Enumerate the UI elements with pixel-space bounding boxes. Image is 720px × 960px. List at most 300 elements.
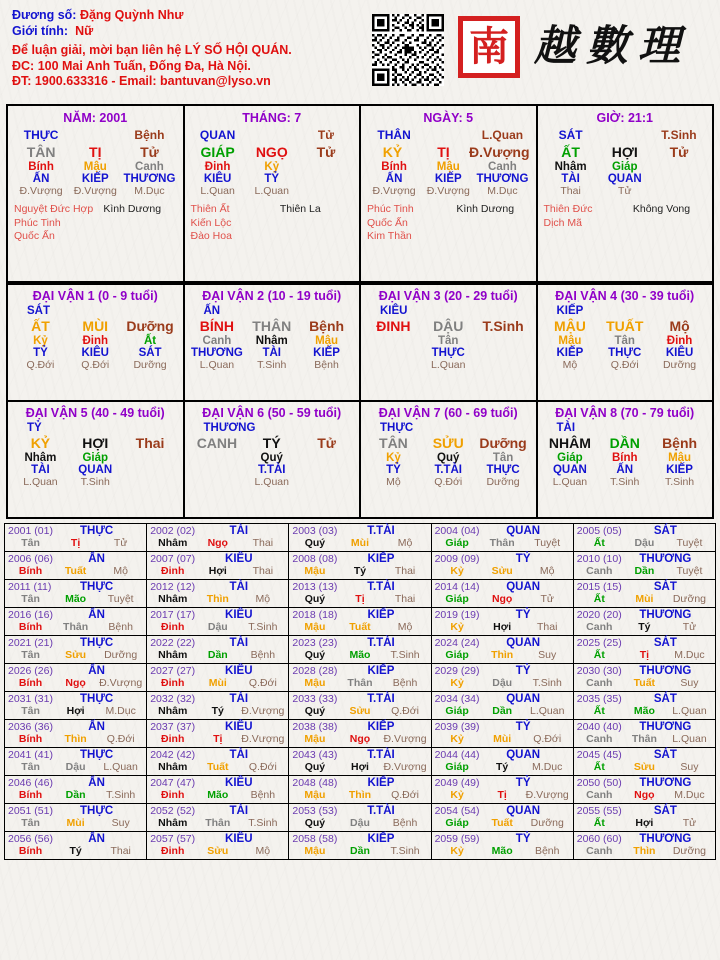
year-label: 2055 (55) xyxy=(576,805,622,817)
year-cell[interactable] xyxy=(5,636,147,664)
luck-pillar-0[interactable] xyxy=(8,285,185,400)
year-label: 2006 (06) xyxy=(8,553,53,565)
year-branch: Thìn xyxy=(633,845,656,857)
main-cell: Tử xyxy=(140,144,159,160)
year-god: TÀI xyxy=(229,525,249,537)
year-branch: Dần xyxy=(65,789,86,801)
year-cell[interactable] xyxy=(573,664,715,692)
year-stem: Tân xyxy=(21,537,40,549)
luck-pillar-title: ĐẠI VẬN 8 (70 - 79 tuổi) xyxy=(555,406,695,420)
year-branch: Tuất xyxy=(491,817,513,829)
year-god: QUAN xyxy=(506,525,541,537)
sub3-cell: L.Quan xyxy=(254,476,289,488)
year-god: QUAN xyxy=(506,805,541,817)
spirits-right xyxy=(456,203,529,244)
year-branch: Tý xyxy=(638,621,651,633)
year-cell[interactable] xyxy=(289,580,431,608)
year-stem: Quý xyxy=(304,817,326,829)
year-state: Thai xyxy=(252,565,274,577)
year-branch: Mão xyxy=(349,649,371,661)
year-state: Bệnh xyxy=(108,621,133,633)
year-god: KIÊU xyxy=(225,609,253,621)
sub2-cell: THƯƠNG xyxy=(190,347,243,359)
sub3-cell: T.Sinh xyxy=(257,359,287,371)
main-cell: Tử xyxy=(317,435,336,451)
year-cell[interactable] xyxy=(289,804,431,832)
sub3-cell: T.Sinh xyxy=(610,476,640,488)
year-cell[interactable] xyxy=(5,832,147,860)
table-row xyxy=(5,804,716,832)
sub2-cell: T.TÀI xyxy=(258,464,286,476)
year-label: 2044 (44) xyxy=(434,749,480,761)
luck-pillar-1[interactable] xyxy=(185,285,362,400)
sub1-cell: Giáp xyxy=(611,161,638,173)
year-cell[interactable] xyxy=(431,804,573,832)
year-cell[interactable] xyxy=(5,552,147,580)
sub1-cell: Canh xyxy=(135,161,164,173)
luck-pillar-2[interactable] xyxy=(361,285,538,400)
client-gender-line xyxy=(12,24,372,40)
sub3-cell: L.Quan xyxy=(552,476,588,488)
year-god: TÀI xyxy=(229,637,249,649)
sub2-cell: THỰC xyxy=(608,347,642,359)
year-cell[interactable] xyxy=(573,608,715,636)
year-branch: Thân xyxy=(489,537,515,549)
year-state: Bệnh xyxy=(392,817,418,829)
luck-pillar-title: ĐẠI VẬN 5 (40 - 49 tuổi) xyxy=(25,406,165,420)
year-label: 2012 (12) xyxy=(150,581,196,593)
year-cell[interactable] xyxy=(573,776,715,804)
year-branch: Hợi xyxy=(350,761,369,773)
spirit-item: Thiên Ất xyxy=(190,203,230,215)
year-cell[interactable] xyxy=(573,580,715,608)
sub2-cell: T.TÀI xyxy=(434,464,462,476)
year-god: ẤN xyxy=(88,609,105,621)
r-top-cell xyxy=(598,128,652,142)
sub2-cell: KIẾP xyxy=(666,464,693,476)
year-branch: Tý xyxy=(496,761,509,773)
year-label: 2039 (39) xyxy=(434,721,480,733)
year-state: T.Sinh xyxy=(248,621,278,633)
sub2-cell: ẤN xyxy=(32,173,50,185)
sub2-cell: TÀI xyxy=(31,464,50,476)
year-stem: Nhâm xyxy=(158,593,188,605)
year-cell[interactable] xyxy=(147,636,289,664)
table-row xyxy=(5,776,716,804)
year-cell[interactable] xyxy=(147,692,289,720)
main-cell: KỶ xyxy=(382,144,403,160)
year-label: 2031 (31) xyxy=(8,693,53,705)
year-god: ẤN xyxy=(88,833,105,845)
luck-pillar-4[interactable] xyxy=(8,402,185,517)
year-stem: Canh xyxy=(586,677,613,689)
branding-block xyxy=(372,8,710,100)
year-god: T.TÀI xyxy=(367,637,395,649)
year-stem: Tân xyxy=(21,705,40,717)
main-cell: NHÂM xyxy=(548,435,591,451)
main-cell: Dưỡng xyxy=(479,435,527,451)
sub2-cell: KIẾP xyxy=(434,173,462,185)
year-god: TÀI xyxy=(229,693,249,705)
year-cell[interactable] xyxy=(289,636,431,664)
sub3-cell: M.Dục xyxy=(134,185,165,197)
year-state: Tử xyxy=(540,593,554,605)
year-cell[interactable] xyxy=(431,832,573,860)
year-state: Thai xyxy=(394,593,416,605)
year-cell[interactable] xyxy=(573,636,715,664)
year-stem: Giáp xyxy=(445,537,469,549)
year-cell[interactable] xyxy=(147,580,289,608)
year-cell[interactable] xyxy=(431,692,573,720)
r-top-cell: QUAN xyxy=(199,128,236,142)
year-cell[interactable] xyxy=(5,776,147,804)
year-state: Bệnh xyxy=(250,649,276,661)
year-cell[interactable] xyxy=(147,608,289,636)
pillar-0 xyxy=(8,106,185,281)
year-label: 2056 (56) xyxy=(8,833,53,845)
pillar-spirits xyxy=(367,203,530,244)
year-stem: Ất xyxy=(593,705,605,717)
main-cell: ẤT xyxy=(561,144,580,160)
year-cell[interactable] xyxy=(289,692,431,720)
sub2-cell: KIẾP xyxy=(556,347,584,359)
year-label: 2028 (28) xyxy=(292,665,338,677)
year-cell[interactable] xyxy=(573,832,715,860)
year-cell[interactable] xyxy=(147,832,289,860)
sub1-cell: Đinh xyxy=(666,335,693,347)
client-gender-value: Nữ xyxy=(75,23,94,38)
year-god: KIẾP xyxy=(367,553,395,565)
sub1-cell: Nhâm xyxy=(255,335,288,347)
luck-pillar-god: KIÊU xyxy=(380,305,408,317)
sub3-cell: Bệnh xyxy=(314,359,339,371)
year-state: Q.Đới xyxy=(248,761,277,773)
year-stem: Kỷ xyxy=(450,565,464,577)
year-cell[interactable] xyxy=(431,552,573,580)
year-cell[interactable] xyxy=(5,748,147,776)
sub2-cell: TÀI xyxy=(561,173,580,185)
year-state: Q.Đới xyxy=(248,677,277,689)
year-cell[interactable] xyxy=(431,608,573,636)
sub2-cell: ẤN xyxy=(385,173,403,185)
year-cell[interactable] xyxy=(5,692,147,720)
year-god: THỰC xyxy=(80,693,114,705)
year-label: 2016 (16) xyxy=(8,609,53,621)
year-label: 2047 (47) xyxy=(150,777,196,789)
luck-pillar-row xyxy=(6,402,714,519)
year-cell[interactable] xyxy=(573,804,715,832)
table-row xyxy=(5,832,716,860)
year-cell[interactable] xyxy=(5,804,147,832)
luck-pillar-title: ĐẠI VẬN 1 (0 - 9 tuổi) xyxy=(32,289,158,303)
year-state: M.Dục xyxy=(532,761,563,773)
year-state: Bệnh xyxy=(534,845,560,857)
year-label: 2043 (43) xyxy=(292,749,338,761)
client-gender-label: Giới tính: xyxy=(12,23,69,38)
sub3-cell xyxy=(123,476,178,488)
sub1-cell: Mậu xyxy=(558,335,582,347)
year-label: 2003 (03) xyxy=(292,525,338,537)
year-label: 2033 (33) xyxy=(292,693,338,705)
year-cell[interactable] xyxy=(147,804,289,832)
year-cell[interactable] xyxy=(5,580,147,608)
year-label: 2007 (07) xyxy=(150,553,196,565)
year-cell[interactable] xyxy=(5,524,147,552)
year-god: THƯƠNG xyxy=(639,553,692,565)
sub2-cell: TỶ xyxy=(33,347,48,359)
luck-pillar-title: ĐẠI VẬN 3 (20 - 29 tuổi) xyxy=(378,289,518,303)
sub2-cell: KIẾP xyxy=(81,173,109,185)
luck-pillar-title: ĐẠI VẬN 4 (30 - 39 tuổi) xyxy=(555,289,695,303)
year-god: THƯƠNG xyxy=(639,665,692,677)
year-cell[interactable] xyxy=(5,664,147,692)
year-cell[interactable] xyxy=(289,776,431,804)
year-cell[interactable] xyxy=(147,748,289,776)
year-cell[interactable] xyxy=(5,608,147,636)
sub1-cell xyxy=(299,452,354,464)
year-god: SÁT xyxy=(653,525,677,537)
sub2-cell: QUAN xyxy=(78,464,113,476)
sub1-cell xyxy=(299,161,353,173)
year-branch: Thân xyxy=(63,621,89,633)
year-cell[interactable] xyxy=(431,636,573,664)
sub1-cell xyxy=(123,452,178,464)
main-cell: CANH xyxy=(196,435,238,451)
qr-code-icon[interactable] xyxy=(372,14,444,86)
luck-pillars-section xyxy=(6,283,714,519)
year-state: Q.Đới xyxy=(533,733,562,745)
year-branch: Thìn xyxy=(206,593,229,605)
year-branch: Mùi xyxy=(493,733,512,745)
year-state: Dưỡng xyxy=(672,593,707,605)
promo-line-1: Để luận giải, mời bạn liên hệ LÝ SỐ HỘI QUÁN. xyxy=(12,43,292,57)
year-stem: Đinh xyxy=(161,733,185,745)
luck-pillar-title: ĐẠI VẬN 6 (50 - 59 tuổi) xyxy=(202,406,342,420)
luck-pillar-5[interactable] xyxy=(185,402,362,517)
year-stem: Canh xyxy=(586,789,613,801)
year-branch: Hợi xyxy=(208,565,227,577)
year-cell[interactable] xyxy=(289,720,431,748)
sub2-cell xyxy=(299,464,354,476)
brand-calligraphy: 越數理 xyxy=(534,21,691,70)
year-stem: Bính xyxy=(18,845,43,857)
year-state: Tuyệt xyxy=(534,537,561,549)
year-cell[interactable] xyxy=(147,720,289,748)
sub1-cell: Quý xyxy=(260,452,283,464)
year-god: KIÊU xyxy=(225,553,253,565)
year-cell[interactable] xyxy=(431,720,573,748)
year-cell[interactable] xyxy=(289,524,431,552)
year-state: Mộ xyxy=(397,621,413,633)
year-stem: Canh xyxy=(586,845,613,857)
year-label: 2050 (50) xyxy=(576,777,622,789)
main-cell: HỢI xyxy=(611,144,638,160)
year-god: T.TÀI xyxy=(367,749,395,761)
year-state: Đ.Vượng xyxy=(383,733,427,745)
year-state: M.Dục xyxy=(674,649,705,661)
year-state: Dưỡng xyxy=(530,817,564,829)
main-cell: ĐINH xyxy=(376,318,411,334)
spirit-item: Phúc Tinh xyxy=(367,203,414,215)
sub2-cell xyxy=(299,173,353,185)
year-branch: Tị xyxy=(70,537,81,549)
year-branch: Dần xyxy=(207,649,228,661)
year-god: T.TÀI xyxy=(367,693,395,705)
year-god: KIẾP xyxy=(367,777,395,789)
spirits-left xyxy=(191,203,280,244)
year-branch: Ngọ xyxy=(65,677,86,689)
year-stem: Kỷ xyxy=(450,845,464,857)
sub2-cell: ẤN xyxy=(616,464,634,476)
year-label: 2009 (09) xyxy=(434,553,480,565)
luck-pillar-3[interactable] xyxy=(538,285,713,400)
year-state: Mộ xyxy=(113,565,128,577)
spirits-right xyxy=(103,203,176,244)
year-god: KIÊU xyxy=(225,777,253,789)
sub3-cell xyxy=(366,359,421,371)
year-cell[interactable] xyxy=(573,720,715,748)
year-cell[interactable] xyxy=(573,552,715,580)
main-cell: HỢI xyxy=(82,435,109,451)
sub3-cell: Q.Đới xyxy=(26,359,55,371)
sub1-cell: Bính xyxy=(28,161,54,173)
spirit-item: Kình Dương xyxy=(103,203,162,215)
brand-seal-icon: 南 xyxy=(458,16,520,78)
year-cell[interactable] xyxy=(431,776,573,804)
luck-pillar-title: ĐẠI VẬN 2 (10 - 19 tuổi) xyxy=(202,289,342,303)
year-cell[interactable] xyxy=(431,524,573,552)
year-label: 2005 (05) xyxy=(576,525,622,537)
year-state: Thai xyxy=(110,845,131,857)
year-branch: Ngọ xyxy=(491,593,513,605)
sub1-cell xyxy=(652,161,706,173)
year-branch: Dậu xyxy=(65,761,86,773)
sub3-cell: Thai xyxy=(560,185,581,197)
main-cell: BÍNH xyxy=(199,318,235,334)
year-label: 2057 (57) xyxy=(150,833,196,845)
luck-pillar-6[interactable] xyxy=(361,402,538,517)
year-branch: Ngọ xyxy=(634,789,655,801)
year-cell[interactable] xyxy=(573,748,715,776)
year-cell[interactable] xyxy=(289,664,431,692)
year-cell[interactable] xyxy=(431,748,573,776)
year-cell[interactable] xyxy=(147,552,289,580)
year-cell[interactable] xyxy=(147,524,289,552)
year-state: Tuyệt xyxy=(107,593,134,605)
year-cell[interactable] xyxy=(289,608,431,636)
year-branch: Thìn xyxy=(491,649,514,661)
table-row xyxy=(5,720,716,748)
year-label: 2024 (24) xyxy=(434,637,480,649)
year-stem: Mậu xyxy=(304,677,326,689)
sub3-cell: Dưỡng xyxy=(133,359,167,371)
table-row xyxy=(5,608,716,636)
year-branch: Dậu xyxy=(350,817,370,829)
year-stem: Đinh xyxy=(161,677,185,689)
main-cell: Thai xyxy=(135,435,165,451)
table-row xyxy=(5,748,716,776)
year-cell[interactable] xyxy=(431,664,573,692)
sub2-cell: THỰC xyxy=(431,347,465,359)
r-top-cell: THỰC xyxy=(23,128,59,142)
r-top-cell: SÁT xyxy=(558,128,583,142)
year-stem: Kỷ xyxy=(450,621,464,633)
main-cell: TÂN xyxy=(26,144,56,160)
sub3-cell: L.Quan xyxy=(200,185,235,197)
main-cell: MẬU xyxy=(553,318,586,334)
table-row xyxy=(5,692,716,720)
sub2-cell: THỰC xyxy=(486,464,520,476)
year-cell[interactable] xyxy=(573,692,715,720)
year-god: ẤN xyxy=(88,721,105,733)
year-stem: Nhâm xyxy=(158,817,188,829)
year-stem: Giáp xyxy=(445,649,469,661)
year-branch: Thân xyxy=(631,733,657,745)
spirit-item: Phúc Tinh xyxy=(14,216,61,229)
year-branch: Mùi xyxy=(208,677,227,689)
sub1-cell xyxy=(476,335,531,347)
sub2-cell xyxy=(652,173,706,185)
luck-pillar-god: SÁT xyxy=(27,305,50,317)
main-cell: Bệnh xyxy=(662,435,698,451)
pillar-1 xyxy=(185,106,362,281)
spirit-item: Không Vong xyxy=(632,203,691,215)
sub1-cell: Đinh xyxy=(82,335,109,347)
year-stem: Kỷ xyxy=(450,789,464,801)
year-label: 2036 (36) xyxy=(8,721,53,733)
spirits-left xyxy=(544,203,633,230)
year-cell[interactable] xyxy=(147,776,289,804)
year-god: TỶ xyxy=(515,553,531,565)
year-god: KIẾP xyxy=(367,665,395,677)
year-label: 2060 (60) xyxy=(576,833,622,845)
year-state: M.Dục xyxy=(105,705,136,717)
main-cell: TỊ xyxy=(437,144,450,160)
year-branch: Thìn xyxy=(348,789,372,801)
year-stem: Bính xyxy=(18,733,43,745)
year-cell[interactable] xyxy=(289,552,431,580)
year-stem: Canh xyxy=(586,733,613,745)
year-label: 2014 (14) xyxy=(434,581,480,593)
luck-pillar-7[interactable] xyxy=(538,402,713,517)
year-state: Mộ xyxy=(255,845,271,857)
year-cell[interactable] xyxy=(431,580,573,608)
year-stem: Bính xyxy=(18,677,43,689)
sub3-cell: L.Quan xyxy=(431,359,466,371)
year-cell[interactable] xyxy=(573,524,715,552)
year-stem: Quý xyxy=(304,705,326,717)
year-god: THƯƠNG xyxy=(639,833,692,845)
year-cell[interactable] xyxy=(289,748,431,776)
year-label: 2053 (53) xyxy=(292,805,338,817)
sub3-cell xyxy=(299,476,354,488)
year-god: TÀI xyxy=(229,749,249,761)
main-cell: Tử xyxy=(669,144,689,160)
spirit-item: Kình Dương xyxy=(456,203,515,215)
year-stem: Giáp xyxy=(445,705,469,717)
spirits-left xyxy=(367,203,456,244)
spirit-item: Thiên Đức xyxy=(543,203,593,215)
year-label: 2054 (54) xyxy=(434,805,480,817)
year-cell[interactable] xyxy=(147,664,289,692)
sub3-cell: Q.Đới xyxy=(610,359,639,371)
year-god: TỶ xyxy=(515,833,531,845)
year-label: 2021 (21) xyxy=(8,637,53,649)
pillar-title: GIỜ: 21:1 xyxy=(596,111,653,125)
year-stem: Ất xyxy=(593,593,605,605)
year-cell[interactable] xyxy=(289,832,431,860)
year-cell[interactable] xyxy=(5,720,147,748)
